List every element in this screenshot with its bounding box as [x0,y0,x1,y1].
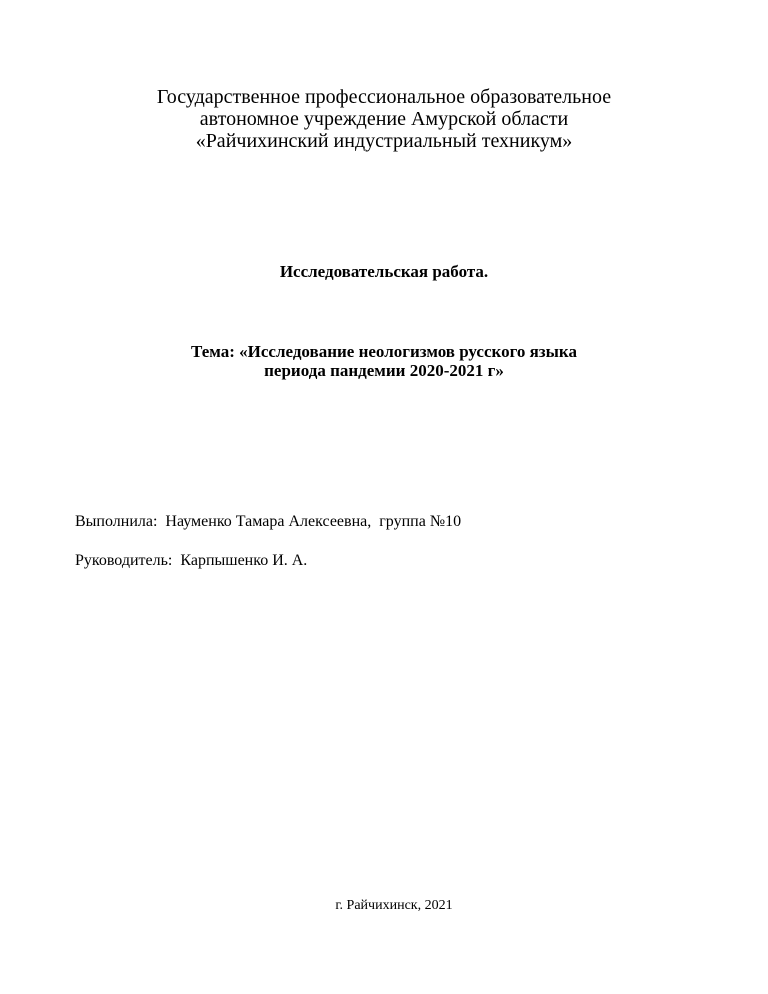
topic-line-2: периода пандемии 2020-2021 г» [264,361,504,380]
supervisor-label: Руководитель: [75,552,173,569]
institution-header [0,86,768,152]
author-line [75,513,461,531]
institution-line-3: «Райчихинский индустриальный техникум» [195,130,573,152]
author-label: Выполнила: [75,513,158,530]
author-name: Науменко Тамара Алексеевна, [165,513,372,530]
supervisor-line [75,552,307,570]
topic-title [0,342,768,380]
topic-line-1: Тема: «Исследование неологизмов русского языка [191,342,577,361]
footer-place-year: г. Райчихинск, 2021 [335,898,453,913]
institution-line-2: автономное учреждение Амурской области [199,108,569,130]
work-type-title: Исследовательская работа. [279,262,489,281]
institution-line-1: Государственное профессиональное образовательное [156,86,612,108]
supervisor-name: Карпышенко И. А. [180,552,308,569]
author-group: группа №10 [379,513,462,530]
